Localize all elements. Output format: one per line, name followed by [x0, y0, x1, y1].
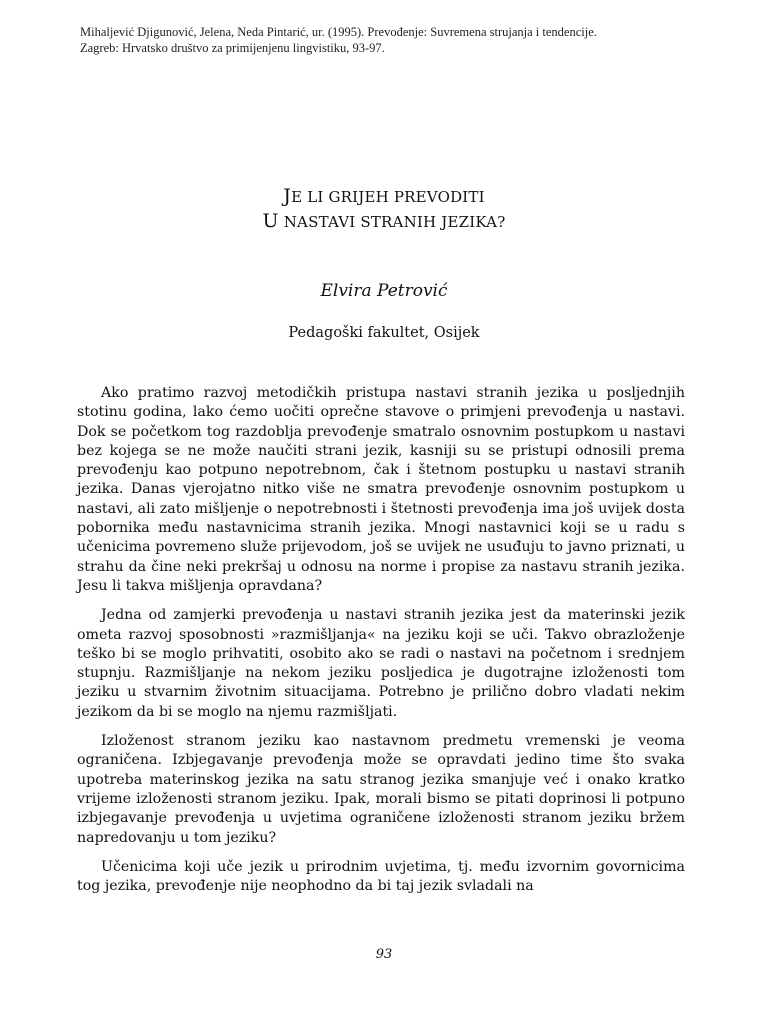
body-paragraph-1: Ako pratimo razvoj metodičkih pristupa nastavi stranih jezika u posljednjih stotinu godina, lako ćemo uočiti oprečne stavove o primjeni prevođenja u nastavi. Dok se početkom tog razdoblja prevođenje smatralo osnovnim postupkom u nastavi bez kojega se ne može naučiti strani jezik, kasniji su se pristupi odnosili prema prevođenju kao potpuno nepotrebnom, čak i štetnom postupku u nastavi stranih jezika. Danas vjerojatno nitko više ne smatra prevođenje osnovnim postupkom u nastavi, ali zato mišljenje o nepotrebnosti i štetnosti prevođenja ima još uvijek dosta pobornika među nastavnicima stranih jezika. Mnogi nastavnici koji se u radu s učenicima povremeno služe prijevodom, još se uvijek ne usuđuju to javno priznati, u strahu da čine neki prekršaj u odnosu na norme i propise za nastavu stranih jezika. Jesu li takva mišljenja opravdana?	[77, 385, 685, 594]
citation-line-1: Mihaljević Djigunović, Jelena, Neda Pintarić, ur. (1995). Prevođenje: Suvremena strujanja i tendencije.	[80, 25, 597, 39]
citation-line-2: Zagreb: Hrvatsko društvo za primijenjenu lingvistiku, 93-97.	[80, 41, 385, 55]
title-line-1-rest: E LI GRIJEH PREVODITI	[291, 188, 485, 206]
body-paragraph-4: Učenicima koji uče jezik u prirodnim uvjetima, tj. među izvornim govornicima tog jezika, prevođenje nije neophodno da bi taj jezik svladali na	[77, 858, 685, 895]
article-title	[0, 184, 768, 234]
title-line-1	[0, 184, 768, 209]
author-affiliation: Pedagoški fakultet, Osijek	[288, 325, 480, 341]
author-name: Elvira Petrović	[320, 281, 448, 301]
title-line-2-capital: U	[262, 210, 279, 232]
article-body	[77, 384, 685, 906]
title-line-1-capital: J	[283, 185, 292, 207]
page-number: 93	[375, 947, 393, 962]
title-line-2-rest: NASTAVI STRANIH JEZIKA?	[278, 213, 506, 231]
body-paragraph-3: Izloženost stranom jeziku kao nastavnom predmetu vremenski je veoma ograničena. Izbjegavanje prevođenja može se opravdati jedino time što svaka upotreba materinskog jezika na satu stranog jezika smanjuje već i onako kratko vrijeme izloženosti stranom jeziku. Ipak, morali bismo se pitati doprinosi li potpuno izbjegavanje prevođenja u uvjetima ograničene izloženosti stranom jeziku bržem napredovanju u tom jeziku?	[77, 733, 685, 846]
body-paragraph-2: Jedna od zamjerki prevođenja u nastavi stranih jezika jest da materinski jezik ometa razvoj sposobnosti »razmišljanja« na jeziku koji se uči. Takvo obrazloženje teško bi se moglo prihvatiti, osobito ako se radi o nastavi na početnom i srednjem stupnju. Razmišljanje na nekom jeziku posljedica je dugotrajne izloženosti tom jeziku u stvarnim životnim situacijama. Potrebno je prilično dobro vladati nekim jezikom da bi se moglo na njemu razmišljati.	[77, 607, 685, 720]
title-line-2	[0, 209, 768, 234]
citation-header	[80, 24, 700, 56]
